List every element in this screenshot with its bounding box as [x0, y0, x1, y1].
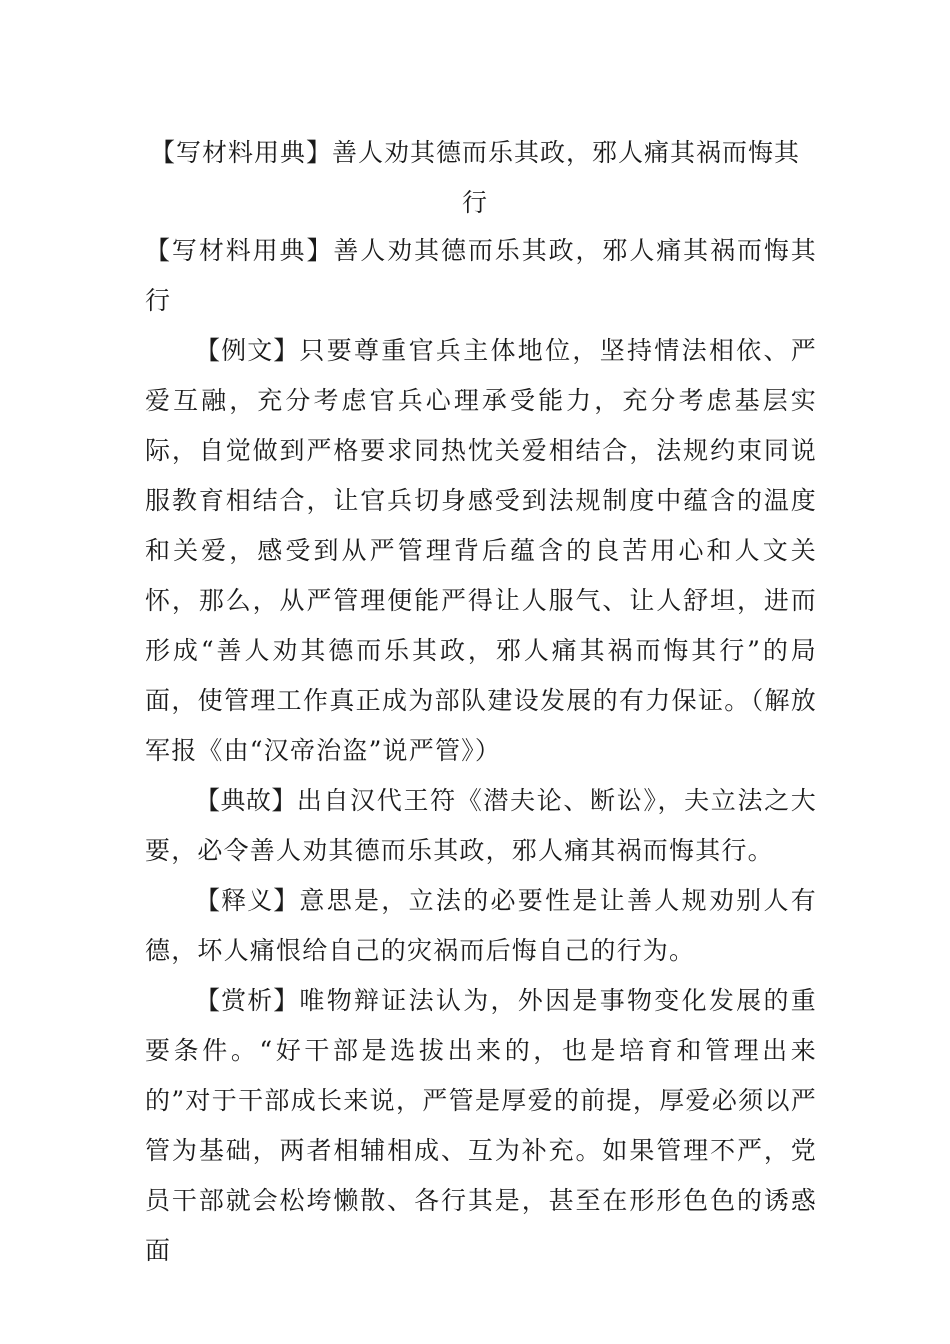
section-text-example: 只要尊重官兵主体地位，坚持情法相依、严爱互融，充分考虑官兵心理承受能力，充分考虑基层实际，自觉做到严格要求同热忱关爱相结合，法规约束同说服教育相结合，让官兵切身感受到法规制度中蕴含的温度和关爱，感受到从严管理背后蕴含的良苦用心和人文关怀，那么，从严管理便能严得让人服气、让人舒坦，进而形成“善人劝其德而乐其政，邪人痛其祸而悔其行”的局面，使管理工作真正成为部队建设发展的有力保证。（解放军报《由“汉帝治盗”说严管》） [145, 336, 817, 765]
section-tag-analysis: 【赏析】 [195, 986, 300, 1015]
section-text-meaning: 意思是，立法的必要性是让善人规劝别人有德，坏人痛恨给自己的灾祸而后悔自己的行为。 [145, 886, 817, 965]
document-title: 【写材料用典】善人劝其德而乐其政，邪人痛其祸而悔其行 [149, 138, 800, 217]
section-text-allusion: 出自汉代王符《潜夫论、断讼》，夫立法之大要，必令善人劝其德而乐其政，邪人痛其祸而悔其行。 [145, 786, 817, 865]
section-tag-meaning: 【释义】 [195, 886, 300, 915]
section-text-analysis: 唯物辩证法认为，外因是事物变化发展的重要条件。“好干部是选拔出来的，也是培育和管理出来的”对于干部成长来说，严管是厚爱的前提，厚爱必须以严管为基础，两者相辅相成、互为补充。如果管理不严，党员干部就会松垮懒散、各行其是，甚至在形形色色的诱惑面 [145, 986, 817, 1265]
paragraph-meaning [145, 876, 817, 976]
paragraph-example [145, 326, 817, 776]
section-tag-allusion: 【典故】 [195, 786, 297, 815]
document-body [145, 226, 817, 1276]
paragraph-analysis [145, 976, 817, 1276]
section-tag-example: 【例文】 [195, 336, 300, 365]
paragraph-allusion [145, 776, 817, 876]
repeated-title: 【写材料用典】善人劝其德而乐其政，邪人痛其祸而悔其行 [145, 236, 817, 315]
